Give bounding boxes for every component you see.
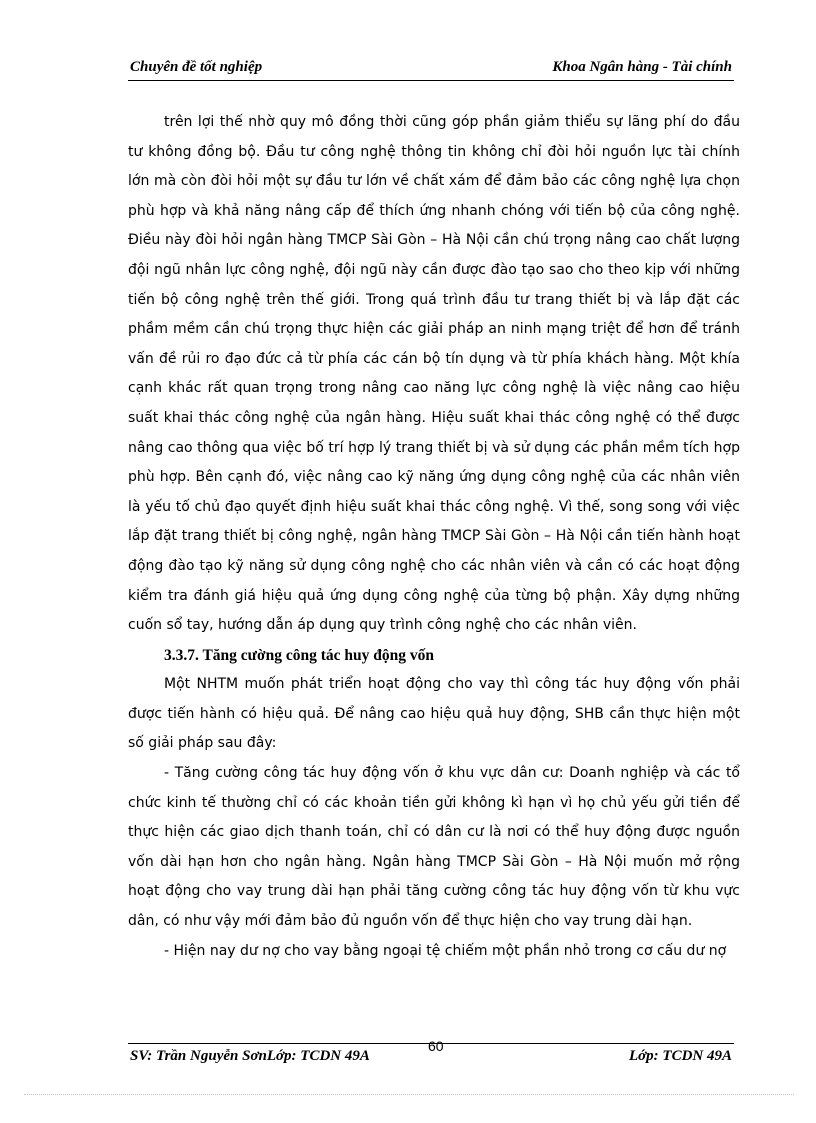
paragraph-technology: trên lợi thế nhờ quy mô đồng thời cũng góp phần giảm thiểu sự lãng phí do đầu tư không đồng bộ. Đầu tư công nghệ thông tin không chỉ đòi hỏi nguồn lực tài chính lớn mà còn đòi hỏi một sự đầu tư lớn về chất xám để đảm bảo các công nghệ lựa chọn phù hợp và khả năng nâng cấp để thích ứng nhanh chóng với tiến bộ của công nghệ. Điều này đòi hỏi ngân hàng TMCP Sài Gòn – Hà Nội cần chú trọng nâng cao chất lượng đội ngũ nhân lực công nghệ, đội ngũ này cần được đào tạo sao cho theo kịp với những tiến bộ công nghệ trên thế giới. Trong quá trình đầu tư trang thiết bị và lắp đặt các phầm mềm cần chú trọng thực hiện các giải pháp an ninh mạng triệt để hơn để tránh vấn đề rủi ro đạo đức cả từ phía các cán bộ tín dụng và từ phía khách hàng. Một khía cạnh khác rất quan trọng trong nâng cao năng lực công nghệ là việc nâng cao hiệu suất khai thác công nghệ của ngân hàng. Hiệu suất khai thác công nghệ có thể được nâng cao thông qua việc bố trí hợp lý trang thiết bị và sử dụng các phần mềm tích hợp phù hợp. Bên cạnh đó, việc nâng cao kỹ năng ứng dụng công nghệ của các nhân viên là yếu tố chủ đạo quyết định hiệu suất khai thác công nghệ. Vì thế, song song với việc lắp đặt trang thiết bị công nghệ, ngân hàng TMCP Sài Gòn – Hà Nội cần tiến hành hoạt động đào tạo kỹ năng sử dụng công nghệ cho các nhân viên và cần có các hoạt động kiểm tra đánh giá hiệu quả ứng dụng công nghệ của từng bộ phận. Xây dựng những cuốn sổ tay, hướng dẫn áp dụng quy trình công nghệ cho các nhân viên. [128, 114, 740, 634]
page-header [128, 58, 734, 81]
page-number: 60 [428, 1038, 444, 1054]
paragraph-foreign-currency: - Hiện nay dư nợ cho vay bằng ngoại tệ chiếm một phần nhỏ trong cơ cấu dư nợ [164, 942, 727, 959]
paragraph-capital-intro: Một NHTM muốn phát triển hoạt động cho vay thì công tác huy động vốn phải được tiến hành có hiệu quả. Để nâng cao hiệu quả huy động, SHB cần thực hiện một số giải pháp sau đây: [128, 676, 740, 752]
paragraph-residential-deposits: - Tăng cường công tác huy động vốn ở khu vực dân cư: Doanh nghiệp và các tổ chức kinh tế thường chỉ có các khoản tiền gửi không kì hạn vì họ chủ yếu gửi tiền để thực hiện các giao dịch thanh toán, chỉ có dân cư là nơi có thể huy động được nguồn vốn dài hạn hơn cho ngân hàng. Ngân hàng TMCP Sài Gòn – Hà Nội muốn mở rộng hoạt động cho vay trung dài hạn phải tăng cường công tác huy động vốn từ khu vực dân, có như vậy mới đảm bảo đủ nguồn vốn để thực hiện cho vay trung dài hạn. [128, 765, 740, 930]
section-heading: 3.3.7. Tăng cường công tác huy động vốn [164, 646, 434, 664]
header-faculty: Khoa Ngân hàng - Tài chính [552, 59, 732, 75]
header-thesis-title: Chuyên đề tốt nghiệp [130, 59, 263, 75]
document-body [128, 108, 740, 966]
footer-class: Lớp: TCDN 49A [628, 1048, 732, 1064]
footer-student: SV: Trần Nguyễn SơnLớp: TCDN 49A [130, 1048, 370, 1064]
page-break-line [24, 1094, 794, 1095]
page-footer [128, 1038, 734, 1074]
